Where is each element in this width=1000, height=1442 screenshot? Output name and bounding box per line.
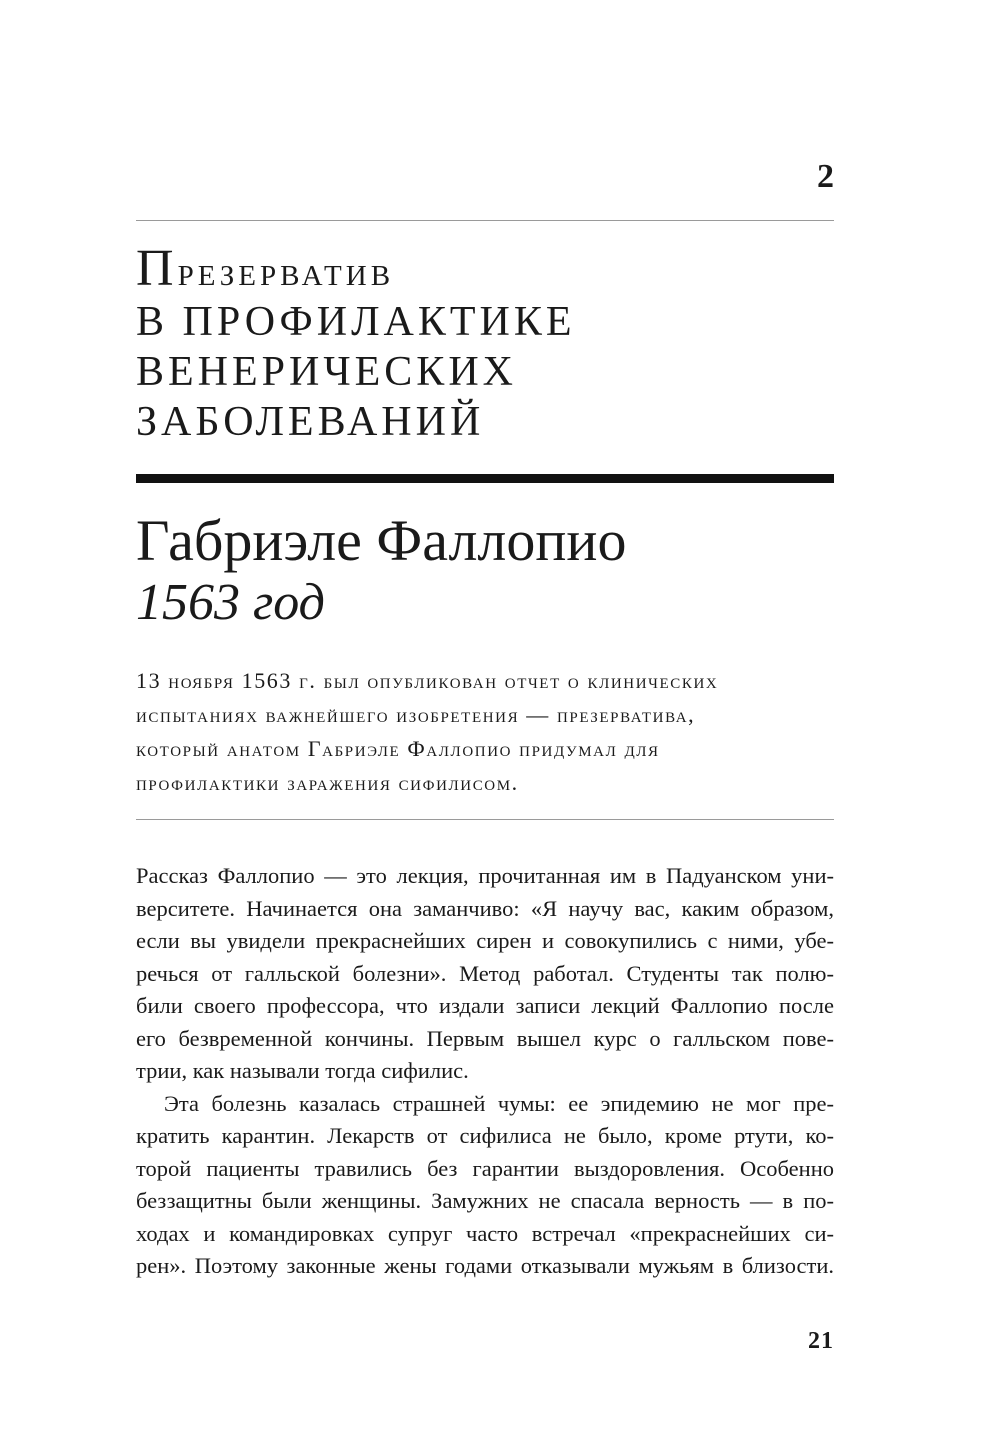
chapter-title-line: Презерватив bbox=[136, 240, 395, 297]
summary-line: испытаниях важнейшего изобретения — презерватива, bbox=[136, 702, 696, 727]
summary-divider bbox=[136, 819, 834, 820]
chapter-title-line: ВЕНЕРИЧЕСКИХ bbox=[136, 349, 517, 395]
text-line: трии, как называли тогда сифилис. bbox=[136, 1058, 469, 1083]
summary-line: который анатом Габриэле Фаллопио придумал для bbox=[136, 736, 660, 761]
page-number: 21 bbox=[808, 1328, 834, 1354]
text-line: кратить карантин. Лекарств от сифилиса не было, кроме ртути, ко- bbox=[136, 1123, 834, 1148]
text-line: беззащитны были женщины. Замужних не спасала верность — в по- bbox=[136, 1188, 834, 1213]
paragraph bbox=[136, 860, 834, 1088]
chapter-summary bbox=[136, 664, 834, 800]
text-line: Эта болезнь казалась страшней чумы: ее эпидемию не мог пре- bbox=[164, 1090, 834, 1116]
text-line: верситете. Начинается она заманчиво: «Я научу вас, каким образом, bbox=[136, 895, 834, 921]
text-line: били своего профессора, что издали записи лекций Фаллопио после bbox=[136, 993, 834, 1018]
chapter-title-line: В ПРОФИЛАКТИКЕ bbox=[136, 299, 576, 345]
inventor-name: Габриэле Фаллопио bbox=[136, 508, 627, 573]
text-line: его безвременной кончины. Первым вышел курс о галльском пове- bbox=[136, 1025, 834, 1051]
text-line: рен». Поэтому законные жены годами отказывали мужьям в близости. bbox=[136, 1253, 834, 1278]
summary-line: 13 ноября 1563 г. был опубликован отчет о клинических bbox=[136, 668, 719, 693]
top-divider bbox=[136, 220, 834, 221]
text-line: Рассказ Фаллопио — это лекция, прочитанная им в Падуанском уни- bbox=[136, 863, 834, 888]
chapter-title-line: ЗАБОЛЕВАНИЙ bbox=[136, 399, 485, 445]
body-text bbox=[136, 860, 834, 1283]
text-line: речься от галльской болезни». Метод работал. Студенты так полю- bbox=[136, 960, 834, 986]
invention-year: 1563 год bbox=[136, 574, 325, 631]
summary-line: профилактики заражения сифилисом. bbox=[136, 770, 519, 795]
chapter-number: 2 bbox=[817, 158, 834, 195]
text-line: если вы увидели прекраснейших сирен и совокупились с ними, убе- bbox=[136, 928, 834, 953]
text-line: торой пациенты травились без гарантии выздоровления. Особенно bbox=[136, 1155, 834, 1181]
chapter-title bbox=[136, 240, 834, 447]
thick-divider bbox=[136, 474, 834, 483]
paragraph bbox=[136, 1088, 834, 1283]
text-line: ходах и командировках супруг часто встречал «прекраснейших си- bbox=[136, 1220, 834, 1246]
